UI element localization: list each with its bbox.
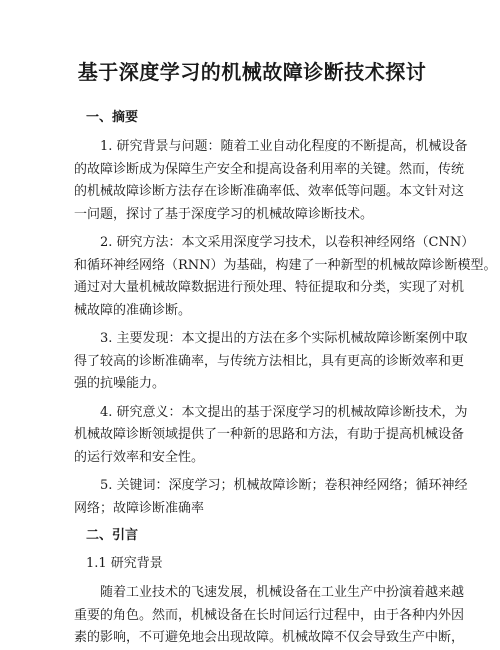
paragraph (74, 232, 497, 322)
paragraph-line: 网络；故障诊断准确率 (74, 500, 205, 516)
paragraph-line: 一问题，探讨了基于深度学习的机械故障诊断技术。 (74, 206, 374, 222)
introduction-body (74, 582, 465, 650)
document-title: 基于深度学习的机械故障诊断技术探讨 (77, 60, 427, 84)
section-heading-introduction: 二、引言 (86, 528, 139, 543)
paragraph-line: 重要的角色。然而，机械设备在长时间运行过程中，由于各种内外因 (74, 607, 465, 623)
paragraph (74, 328, 468, 396)
paragraph-line: 得了较高的诊断准确率，与传统方法相比，具有更高的诊断效率和更 (74, 353, 465, 369)
paragraph (74, 402, 468, 470)
paragraph-line: 2. 研究方法：本文采用深度学习技术，以卷积神经网络（CNN） (100, 235, 475, 250)
abstract-body (74, 136, 497, 520)
paragraph-line: 素的影响，不可避免地会出现故障。机械故障不仅会导致生产中断， (74, 630, 465, 645)
section-heading-abstract: 一、摘要 (86, 110, 139, 125)
paragraph-line: 的故障诊断成为保障生产安全和提高设备利用率的关键。然而，传统 (74, 161, 465, 177)
paragraph-line: 1. 研究背景与问题：随着工业自动化程度的不断提高，机械设备 (100, 139, 468, 154)
paragraph-line: 和循环神经网络（RNN）为基础，构建了一种新型的机械故障诊断模型。 (74, 257, 497, 273)
paragraph-line: 4. 研究意义：本文提出的基于深度学习的机械故障诊断技术，为 (100, 404, 468, 420)
paragraph-line: 的运行效率和安全性。 (74, 449, 205, 465)
paragraph-line: 强的抗噪能力。 (74, 376, 166, 391)
paragraph (74, 475, 468, 520)
paragraph-line: 的机械故障诊断方法存在诊断准确率低、效率低等问题。本文针对这 (74, 184, 465, 199)
paragraph (74, 136, 468, 226)
paragraph-line: 械故障的准确诊断。 (74, 302, 192, 318)
paragraph-line: 机械故障诊断领域提供了一种新的思路和方法，有助于提高机械设备 (74, 427, 465, 442)
subheading-research-background: 1.1 研究背景 (86, 556, 163, 571)
paragraph (74, 582, 465, 650)
paragraph-line: 3. 主要发现：本文提出的方法在多个实际机械故障诊断案例中取 (100, 331, 468, 346)
paragraph-line: 通过对大量机械故障数据进行预处理、特征提取和分类，实现了对机 (74, 280, 465, 295)
paragraph-line: 随着工业技术的飞速发展，机械设备在工业生产中扮演着越来越 (100, 585, 465, 600)
paragraph-line: 5. 关键词：深度学习；机械故障诊断；卷积神经网络；循环神经 (100, 478, 468, 493)
